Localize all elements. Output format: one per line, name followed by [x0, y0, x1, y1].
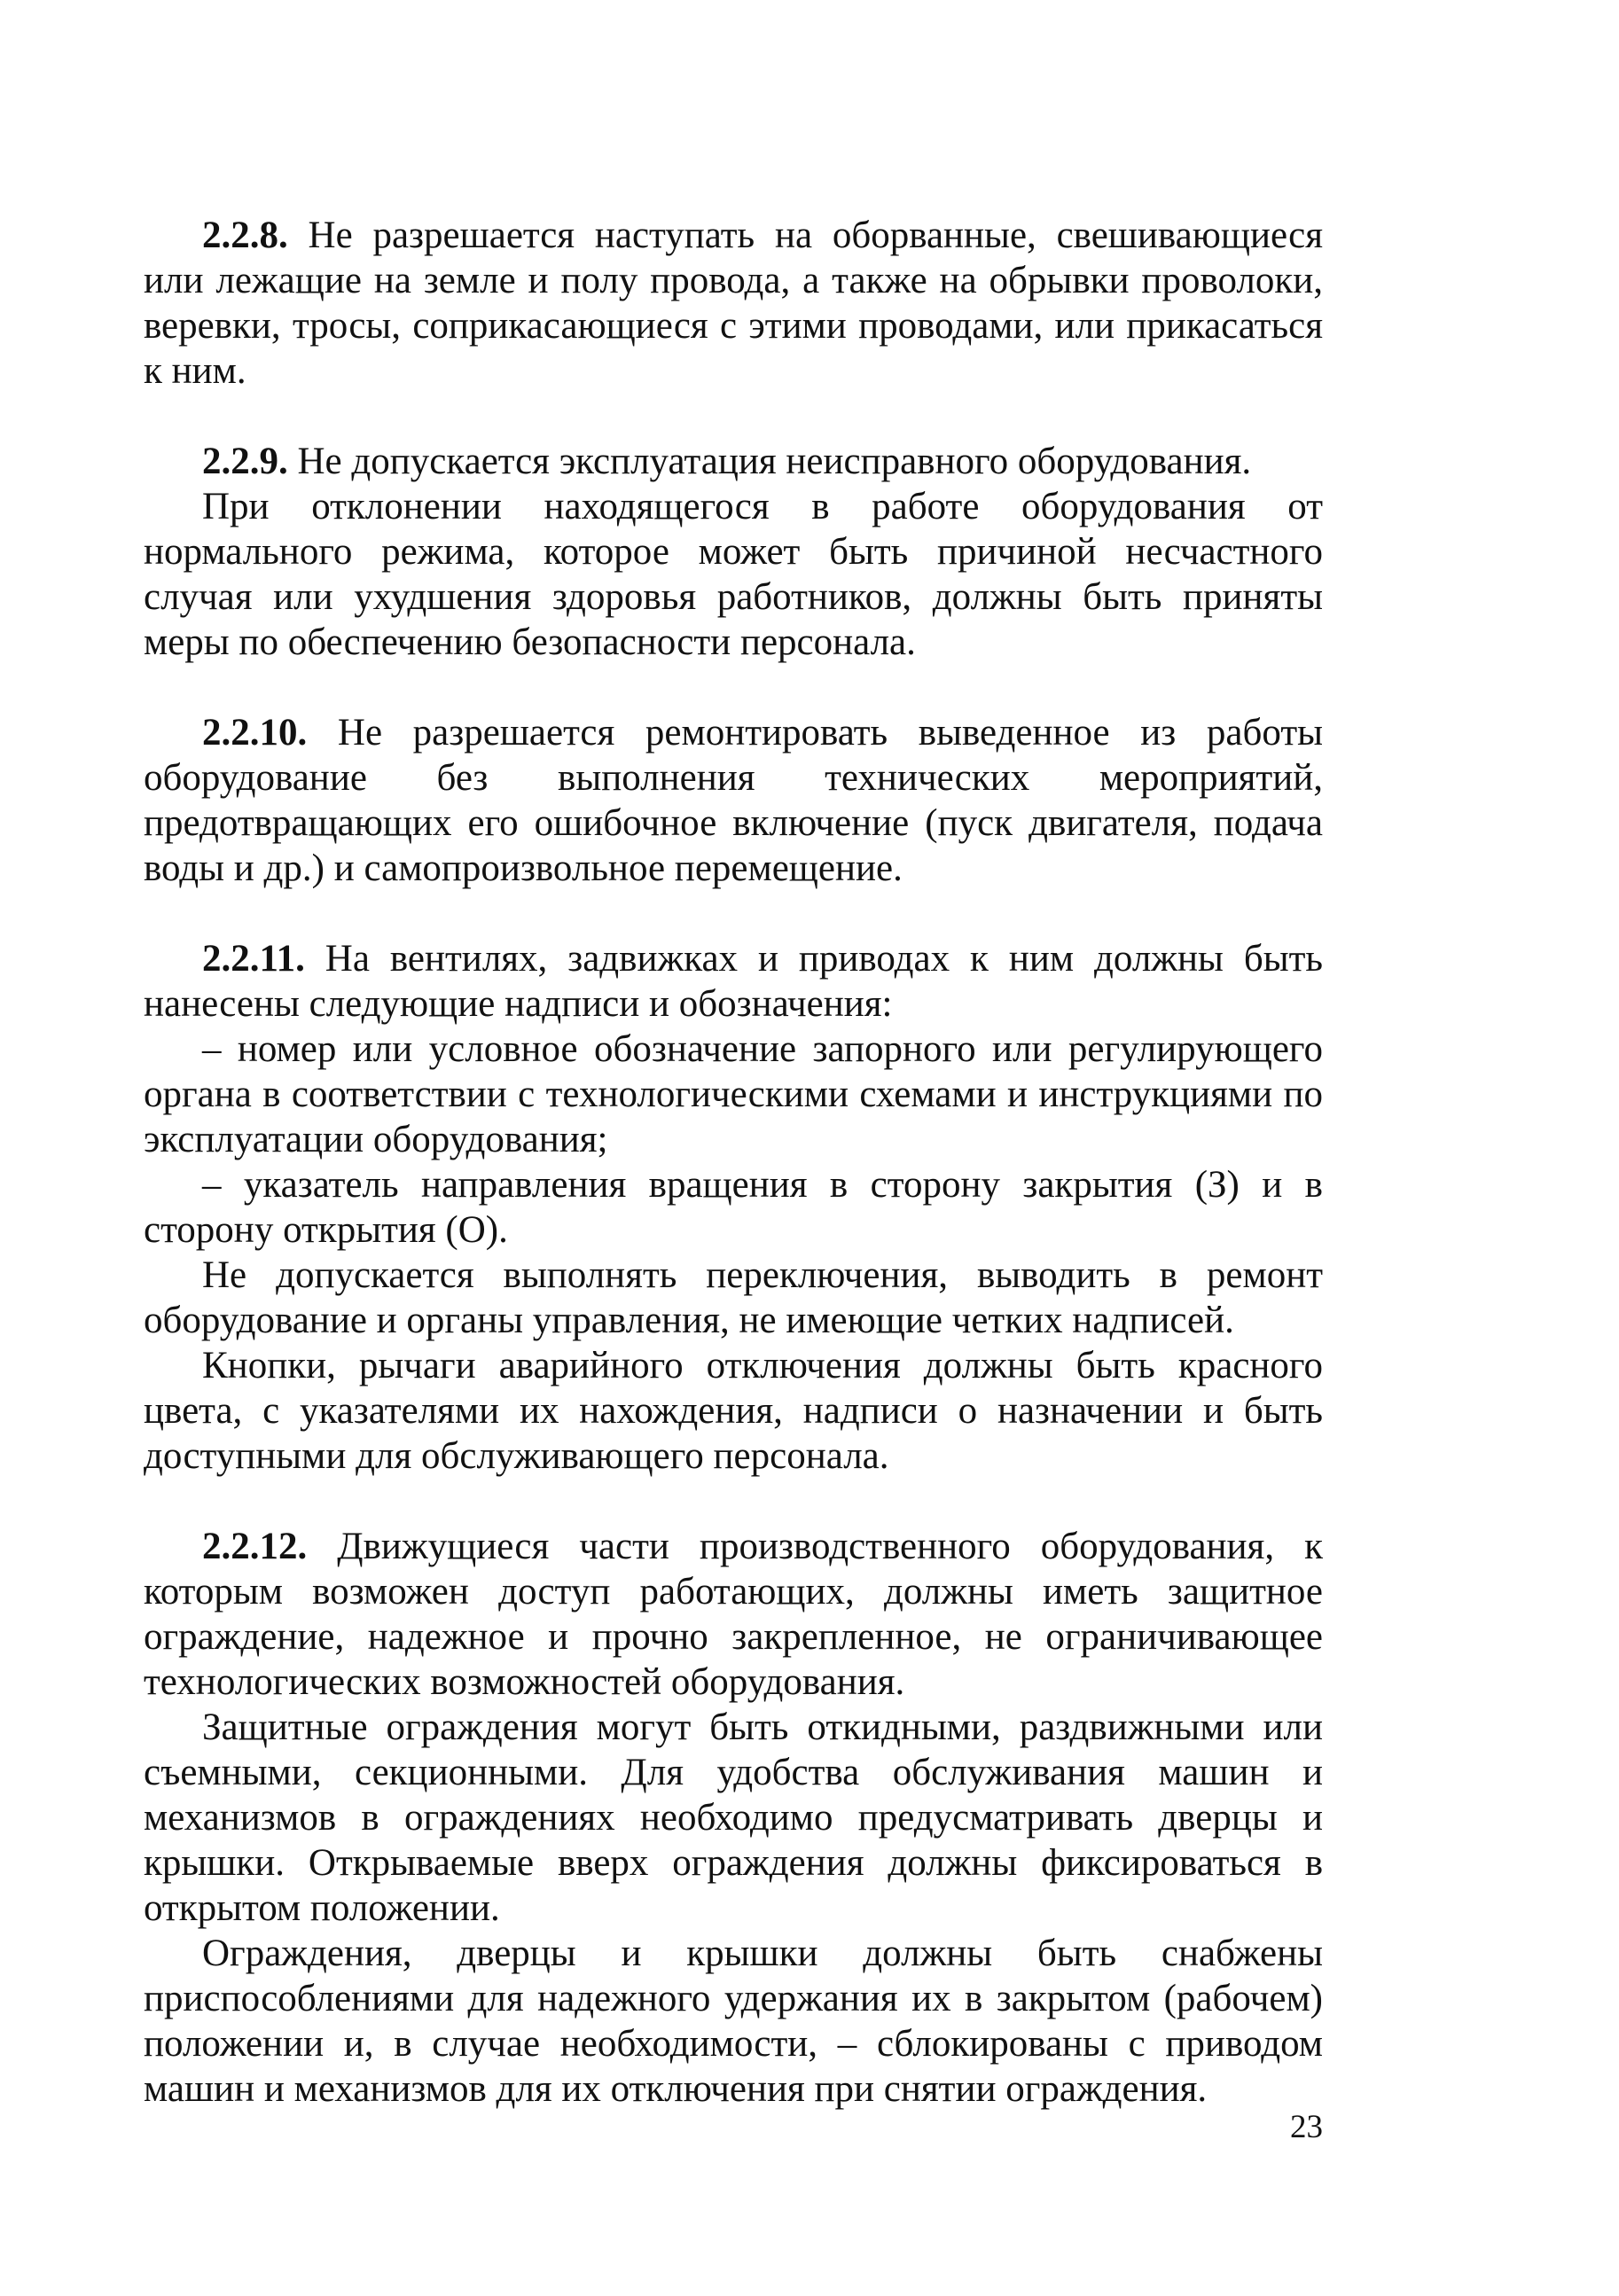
paragraph-text: Ограждения, дверцы и крышки должны быть снабжены приспособлениями для надежного удержания их в закрытом (рабочем) положении и, в случае необходимости, – сблокированы с приводом машин и механизмов для их отключения при снятии ограждения. [144, 1933, 1323, 2110]
list-item-text: – номер или условное обозначение запорного или регулирующего органа в соответствии с технологическими схемами и инструкциями по эксплуатации оборудования; [144, 1028, 1323, 1160]
paragraph [144, 1705, 1323, 1931]
page-number: 23 [1290, 2109, 1323, 2145]
paragraph [144, 1931, 1323, 2112]
paragraph-text: Не разрешается ремонтировать выведенное из работы оборудование без выполнения технических мероприятий, предотвращающих его ошибочное включение (пуск двигателя, подача воды и др.) и самопроизвольное перемещение. [144, 712, 1323, 889]
paragraph [144, 936, 1323, 1027]
section-2-2-10 [144, 710, 1323, 891]
paragraph-text: Не разрешается наступать на оборванные, свешивающиеся или лежащие на земле и полу провода, а также на обрывки проволоки, веревки, тросы, соприкасающиеся с этими проводами, или прикасаться к ним. [144, 215, 1323, 392]
paragraph-text: При отклонении находящегося в работе оборудования от нормального режима, которое может быть причиной несчастного случая или ухудшения здоровья работников, должны быть приняты меры по обеспечению безопасности персонала. [144, 486, 1323, 663]
document-body [144, 213, 1323, 2112]
section-number: 2.2.10. [202, 712, 308, 754]
section-number: 2.2.11. [202, 938, 305, 980]
paragraph [144, 1343, 1323, 1479]
paragraph [144, 213, 1323, 394]
paragraph [144, 1524, 1323, 1705]
list-item [144, 1162, 1323, 1253]
paragraph-text: Не допускается выполнять переключения, выводить в ремонт оборудование и органы управления, не имеющие четких надписей. [144, 1254, 1323, 1341]
section-2-2-9 [144, 439, 1323, 665]
paragraph-text: Кнопки, рычаги аварийного отключения должны быть красного цвета, с указателями их нахождения, надписи о назначении и быть доступными для обслуживающего персонала. [144, 1345, 1323, 1477]
paragraph-text: Защитные ограждения могут быть откидными, раздвижными или съемными, секционными. Для удобства обслуживания машин и механизмов в ограждениях необходимо предусматривать дверцы и крышки. Открываемые вверх ограждения должны фиксироваться в открытом положении. [144, 1706, 1323, 1929]
list-item [144, 1027, 1323, 1162]
section-2-2-11 [144, 936, 1323, 1479]
paragraph-text: Движущиеся части производственного оборудования, к которым возможен доступ работающих, должны иметь защитное ограждение, надежное и прочно закрепленное, не ограничивающее технологических возможностей оборудования. [144, 1526, 1323, 1703]
paragraph [144, 710, 1323, 891]
section-2-2-8 [144, 213, 1323, 394]
section-2-2-12 [144, 1524, 1323, 2112]
section-number: 2.2.9. [202, 441, 288, 482]
paragraph-text: На вентилях, задвижках и приводах к ним должны быть нанесены следующие надписи и обозначения: [144, 938, 1323, 1025]
paragraph [144, 484, 1323, 665]
section-number: 2.2.8. [202, 215, 288, 256]
list-item-text: – указатель направления вращения в сторону закрытия (З) и в сторону открытия (О). [144, 1164, 1323, 1251]
paragraph [144, 1253, 1323, 1343]
paragraph-text: Не допускается эксплуатация неисправного оборудования. [287, 441, 1252, 482]
section-number: 2.2.12. [202, 1526, 308, 1567]
paragraph [144, 439, 1323, 484]
